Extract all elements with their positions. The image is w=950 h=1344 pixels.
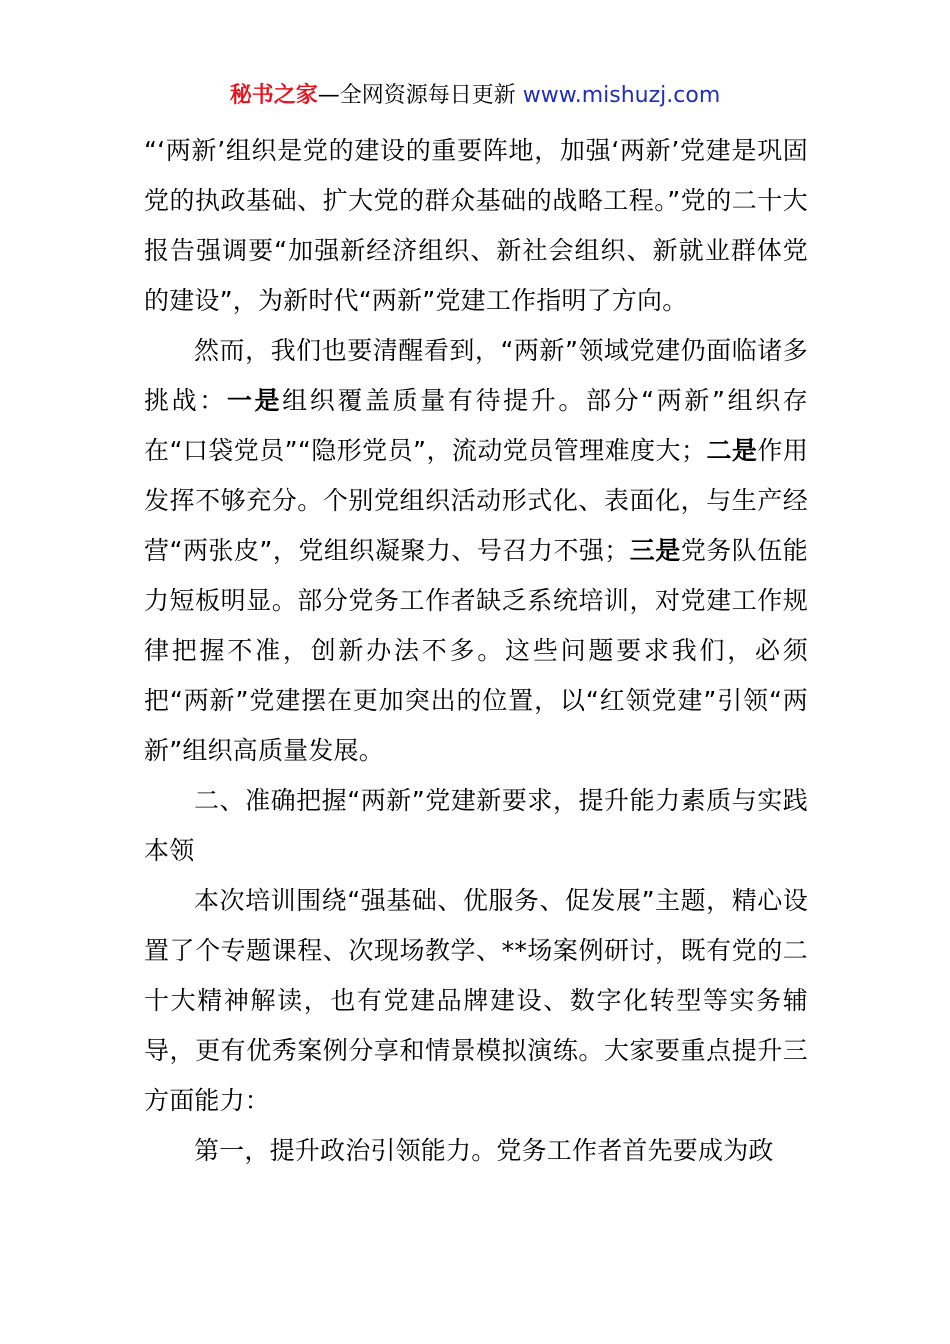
site-header <box>0 80 950 112</box>
paragraph-challenges <box>144 326 808 776</box>
paragraph-quote: “‘两新’组织是党的建设的重要阵地，加强‘两新’党建是巩固党的执政基础、扩大党的群众基础的战略工程。”党的二十大报告强调要“加强新经济组织、新社会组织、新就业群体党的建设”，为新时代“两新”党建工作指明了方向。 <box>144 136 808 315</box>
site-tagline: —全网资源每日更新 <box>317 83 523 108</box>
document-body <box>144 126 808 1176</box>
point-one-label: 一是 <box>226 386 283 415</box>
site-url-link[interactable]: www.mishuzj.com <box>522 83 721 108</box>
point-two-text: 作用发挥不够充分。个别党组织活动形式化、表面化，与生产经营“两张皮”，党组织凝聚力、号召力不强； <box>144 436 809 565</box>
point-one-text: 组织覆盖质量有待提升。部分“两新”组织存在“口袋党员”“隐形党员”，流动党员管理难度大； <box>144 386 809 465</box>
point-two-label: 二是 <box>706 436 758 465</box>
point-three-text: 党务队伍能力短板明显。部分党务工作者缺乏系统培训，对党建工作规律把握不准，创新办法不多。这些问题要求我们，必须把“两新”党建摆在更加突出的位置，以“红领党建”引领“两新”组织高质量发展。 <box>144 536 808 765</box>
point-three-label: 三是 <box>629 536 681 565</box>
site-brand: 秘书之家 <box>229 83 318 108</box>
section-heading: 二、准确把握“两新”党建新要求，提升能力素质与实践本领 <box>144 786 808 865</box>
paragraph-first-ability: 第一，提升政治引领能力。党务工作者首先要成为政 <box>194 1136 774 1165</box>
paragraph-training: 本次培训围绕“强基础、优服务、促发展”主题，精心设置了个专题课程、次现场教学、**场案例研讨，既有党的二十大精神解读，也有党建品牌建设、数字化转型等实务辅导，更有优秀案例分享和情景模拟演练。大家要重点提升三方面能力： <box>144 886 808 1115</box>
challenges-intro: 然而，我们也要清醒看到，“两新”领域党建仍面临诸多挑战： <box>144 336 808 415</box>
